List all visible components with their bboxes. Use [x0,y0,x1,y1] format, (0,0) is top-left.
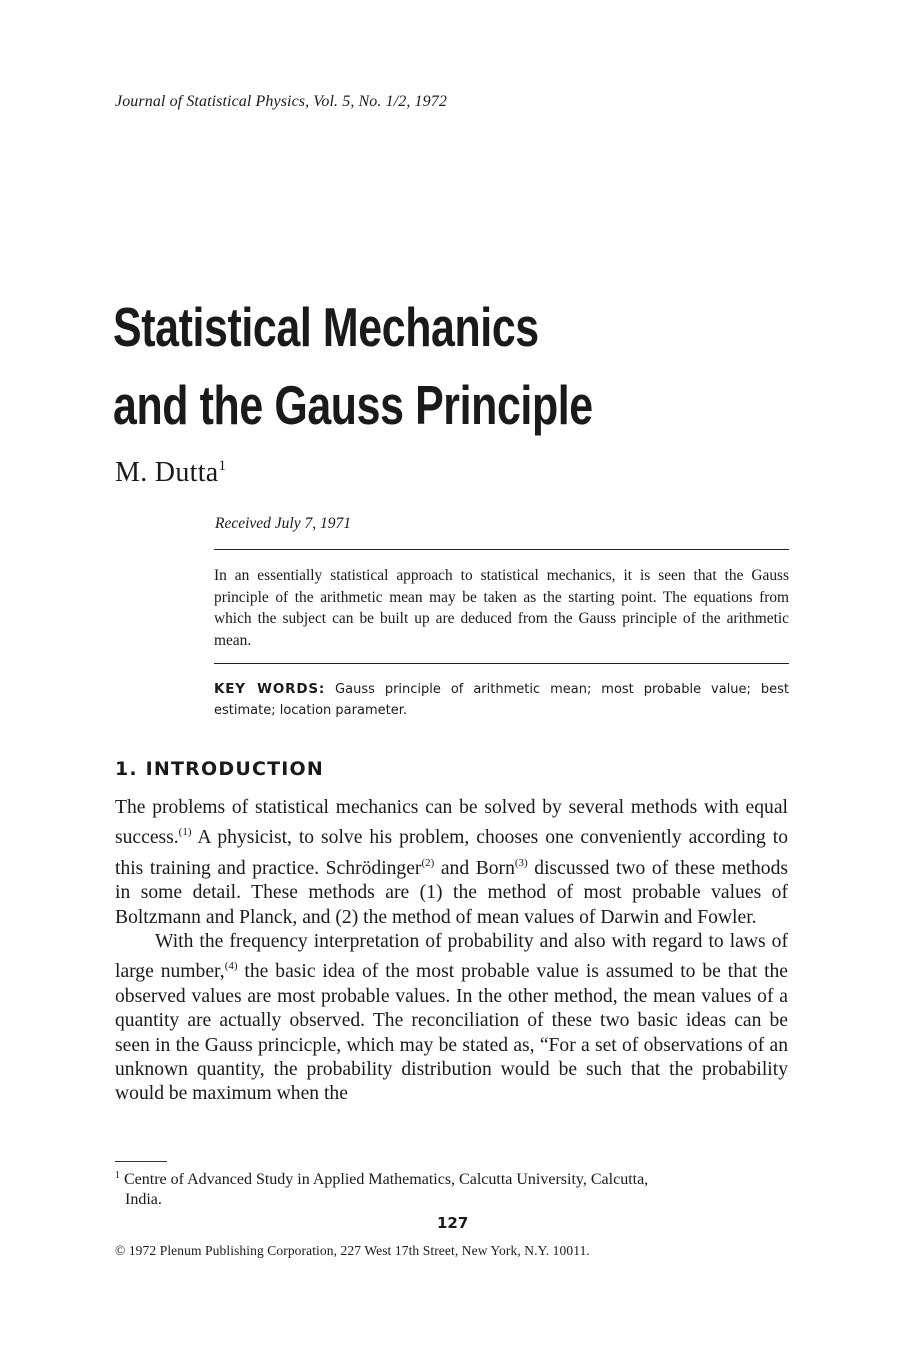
footnote-text-continued: India. [125,1191,162,1208]
text-run: and Born [434,857,515,879]
text-run: With the frequency interpretation of probability and also with regard to laws of large number, [115,931,788,983]
author [115,457,226,489]
title-line-1: Statistical Mechanics [113,296,539,358]
citation-ref: (3) [514,856,528,869]
paragraph [115,930,788,1107]
page-number: 127 [437,1214,469,1232]
author-footnote-mark: 1 [218,458,227,474]
received-date: Received July 7, 1971 [215,515,351,532]
citation-ref: (4) [224,960,238,973]
footnote-rule [115,1161,167,1162]
text-run: the basic idea of the most probable value is assumed to be that the observed values are most probable values. In the other method, the mean values of a quantity are actually observed. The reconciliation of these two basic ideas can be seen in the Gauss princicple, which may be stated as, “For a set of observations of an unknown quantity, the probability distribution would be such that the probability would be maximum when the [115,961,789,1105]
abstract: In an essentially statistical approach to statistical mechanics, it is seen that the Gauss principle of the arithmetic mean may be taken as the starting point. The equations from which the subject can be built up are deduced from the Gauss principle of the arithmetic mean. [214,567,789,649]
section-heading: 1. INTRODUCTION [115,758,324,780]
footnote-mark: 1 [115,1170,120,1181]
article-title [113,288,659,444]
keywords-text: Gauss principle of arithmetic mean; most probable value; best estimate; location parameter. [214,682,789,718]
copyright-line: © 1972 Plenum Publishing Corporation, 227 West 17th Street, New York, N.Y. 10011. [115,1243,590,1258]
body-text [115,796,788,1107]
abstract-top-rule [214,549,789,550]
author-name: M. Dutta [115,457,219,488]
title-line-2: and the Gauss Principle [113,374,593,436]
text-run: The problems of statistical mechanics can be solved by several methods with equal success. [115,797,788,849]
paragraph [115,796,788,930]
citation-ref: (1) [178,826,192,839]
abstract-bottom-rule [214,663,789,664]
footnote [115,1166,790,1210]
keywords-label: KEY WORDS: [214,681,326,697]
keywords [214,679,789,721]
text-run: discussed two of these methods in some detail. These methods are (1) the method of most probable values of Boltzmann and Planck, and (2) the method of mean values of Darwin and Fowler. [115,857,788,928]
citation-ref: (2) [421,856,435,869]
text-run: A physicist, to solve his problem, chooses one conveniently according to this training and practice. Schrödinger [115,827,788,879]
journal-citation: Journal of Statistical Physics, Vol. 5, No. 1/2, 1972 [115,93,447,110]
footnote-text: Centre of Advanced Study in Applied Mathematics, Calcutta University, Calcutta, [120,1171,649,1188]
